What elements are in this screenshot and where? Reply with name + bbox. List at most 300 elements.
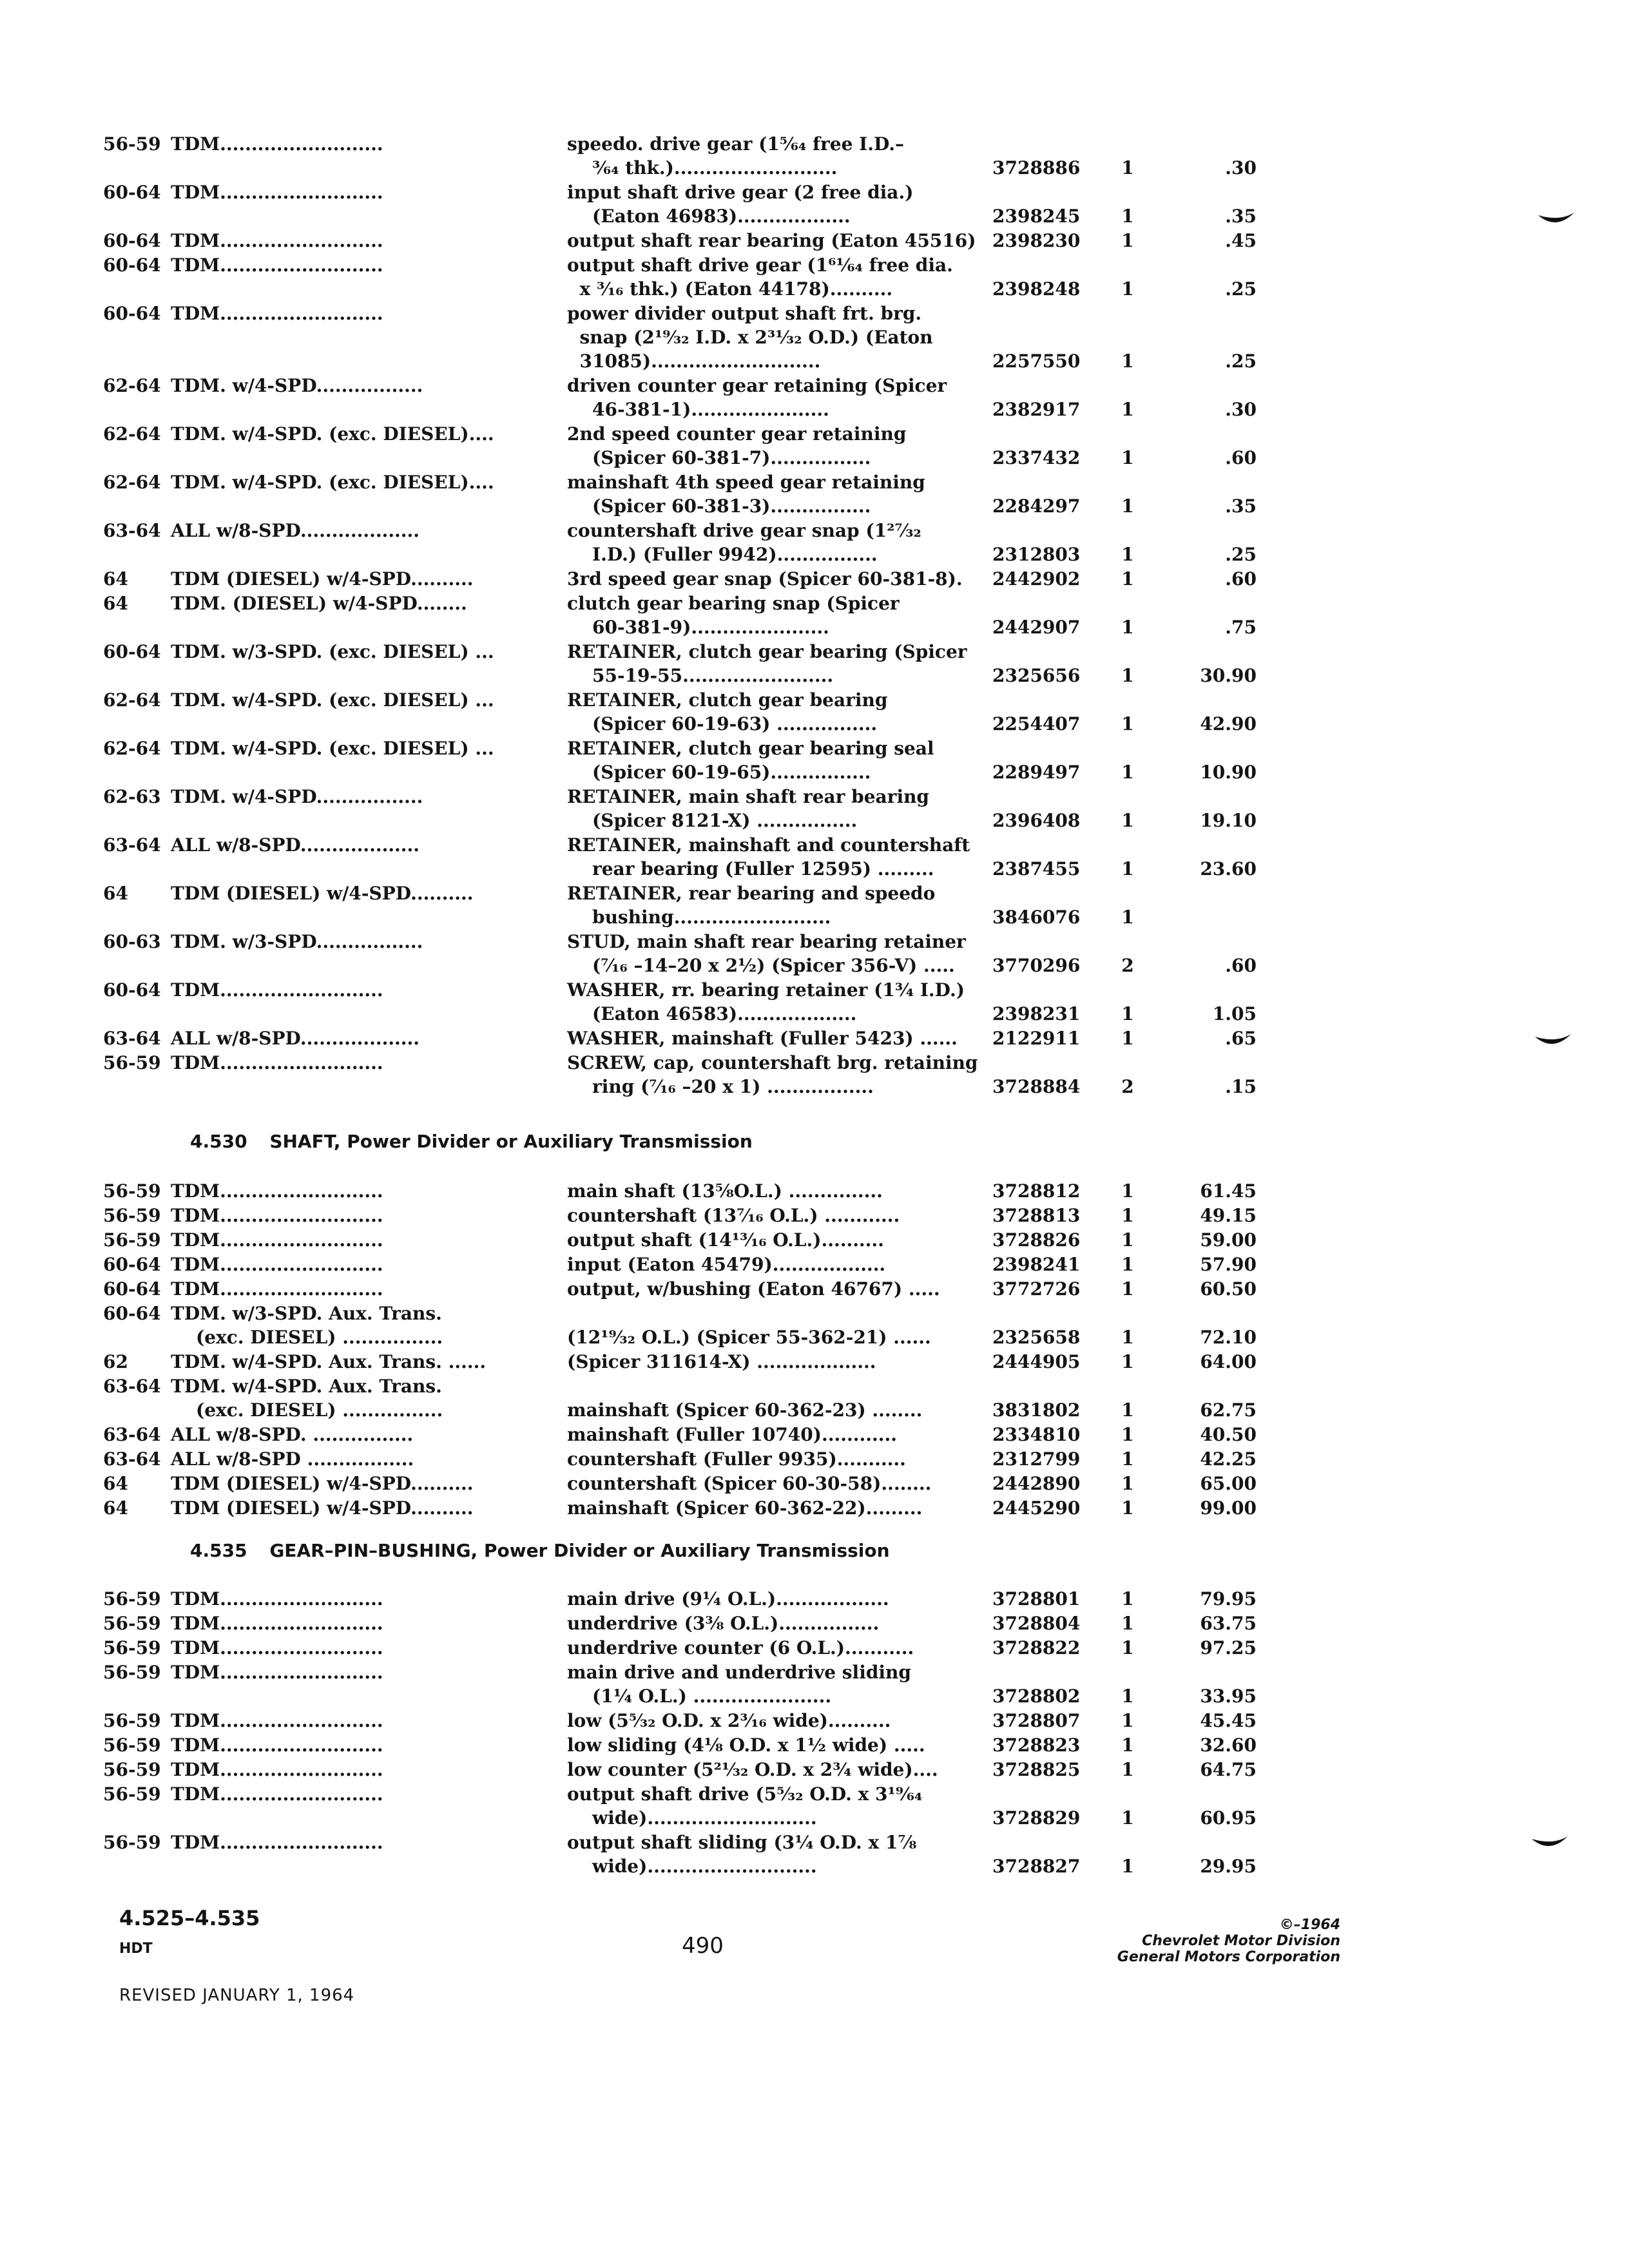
part-name-line: power divider output shaft frt. brg. (567, 303, 922, 324)
part-name-line: RETAINER, clutch gear bearing (567, 689, 888, 711)
part-number: 3728884 (992, 1076, 1081, 1097)
part-name-line: ring (⁷⁄₁₆ –20 x 1) ................. (567, 1076, 874, 1097)
description-line: TDM.......................... (171, 979, 383, 1001)
quantity: 2 (1121, 1076, 1134, 1097)
price: 64.00 (1200, 1351, 1257, 1372)
part-name-line: (Spicer 60-381-7)................ (567, 447, 871, 468)
model-years: 64 (103, 568, 128, 590)
model-years: 56-59 (103, 1205, 161, 1226)
part-name-line: output shaft (14¹³⁄₁₆ O.L.).......... (567, 1229, 884, 1251)
price: 10.90 (1200, 762, 1257, 783)
part-number: 2289497 (992, 762, 1081, 783)
model-years: 63-64 (103, 1424, 161, 1445)
quantity: 1 (1121, 762, 1134, 783)
part-number: 2334810 (992, 1424, 1081, 1445)
part-name-line: low sliding (4⅛ O.D. x 1½ wide) ..... (567, 1735, 925, 1756)
description-line: TDM (DIESEL) w/4-SPD.......... (171, 883, 474, 904)
description-line: TDM.......................... (171, 255, 383, 276)
model-years: 60-64 (103, 1303, 161, 1324)
part-number: 2396408 (992, 810, 1081, 831)
parts-row (103, 302, 1295, 373)
vehicle-description (171, 1179, 622, 1203)
parts-row (103, 1660, 1295, 1708)
part-number: 3728804 (992, 1613, 1081, 1634)
part-name-line: (Eaton 46583)................... (567, 1003, 857, 1024)
part-name-line: main drive (9¼ O.L.).................. (567, 1588, 889, 1610)
model-years: 63-64 (103, 520, 161, 541)
part-number: 3728822 (992, 1637, 1081, 1658)
part-name-line: countershaft drive gear snap (1²⁷⁄₃₂ (567, 520, 921, 541)
description-line: ALL w/8-SPD................... (171, 1028, 420, 1049)
parts-row (103, 1277, 1295, 1301)
part-name-line: 60-381-9)...................... (567, 617, 829, 638)
part-name-line: (⁷⁄₁₆ –14–20 x 2½) (Spicer 356-V) ..... (567, 955, 955, 976)
part-number: 2122911 (992, 1028, 1081, 1049)
price: 33.95 (1200, 1686, 1257, 1707)
price: .30 (1225, 399, 1257, 420)
part-name (567, 1782, 973, 1830)
corporation-name: General Motors Corporation (1117, 1949, 1340, 1965)
price: 72.10 (1200, 1327, 1257, 1348)
part-number: 2445290 (992, 1497, 1081, 1519)
price: 1.05 (1212, 1003, 1257, 1024)
vehicle-description (171, 978, 622, 1002)
part-name (567, 785, 973, 832)
part-name-line: (Eaton 46983).................. (567, 206, 851, 227)
parts-row (103, 1051, 1295, 1099)
part-name-line (567, 1374, 973, 1398)
part-name-line: output shaft sliding (3¼ O.D. x 1⅞ (567, 1832, 917, 1853)
binder-hole-mark (1534, 1034, 1572, 1047)
model-years: 62 (103, 1351, 128, 1372)
model-years: 60-64 (103, 255, 161, 276)
part-name-line: underdrive (3⅜ O.L.)................ (567, 1613, 880, 1634)
part-name (567, 1611, 973, 1635)
description-line: TDM. w/4-SPD. (exc. DIESEL) ... (171, 738, 494, 759)
parts-row (103, 1302, 1295, 1349)
vehicle-description (171, 1350, 622, 1374)
part-name (567, 253, 973, 301)
quantity: 1 (1121, 568, 1134, 590)
part-number: 3728802 (992, 1686, 1081, 1707)
parts-row (103, 1733, 1295, 1757)
quantity: 1 (1121, 544, 1134, 565)
part-name-line: input (Eaton 45479).................. (567, 1254, 886, 1275)
description-line: TDM.......................... (171, 1832, 383, 1853)
publisher-block (1095, 1917, 1340, 1965)
description-line: TDM.......................... (171, 303, 383, 324)
part-name (567, 1733, 973, 1757)
quantity: 1 (1121, 1637, 1134, 1658)
description-line: TDM. w/3-SPD. Aux. Trans. (171, 1303, 442, 1324)
model-years: 56-59 (103, 1759, 161, 1780)
description-line: TDM. w/3-SPD................. (171, 931, 423, 952)
part-name (567, 1026, 973, 1050)
model-years: 64 (103, 593, 128, 614)
part-number: 3728827 (992, 1856, 1081, 1877)
description-line: TDM.......................... (171, 1052, 383, 1073)
parts-row (103, 1472, 1295, 1495)
parts-row (103, 881, 1295, 929)
model-years: 60-64 (103, 182, 161, 203)
quantity: 1 (1121, 1229, 1134, 1251)
part-name (567, 180, 973, 228)
parts-row (103, 930, 1295, 977)
model-years: 60-64 (103, 230, 161, 251)
description-line: ALL w/8-SPD................... (171, 834, 420, 856)
revision-date: REVISED JANUARY 1, 1964 (119, 1986, 355, 2005)
quantity: 1 (1121, 399, 1134, 420)
part-name-line: snap (2¹⁹⁄₃₂ I.D. x 2³¹⁄₃₂ O.D.) (Eaton (567, 327, 933, 348)
section-heading-4-530 (190, 1131, 753, 1152)
model-years: 63-64 (103, 1028, 161, 1049)
part-name-line: mainshaft (Fuller 10740)............ (567, 1424, 897, 1445)
part-name (567, 374, 973, 421)
model-years: 60-64 (103, 1278, 161, 1300)
parts-row (103, 1758, 1295, 1782)
vehicle-description (171, 1831, 622, 1854)
part-number: 2398245 (992, 206, 1081, 227)
model-years: 64 (103, 1497, 128, 1519)
price: .25 (1225, 544, 1257, 565)
part-name-line (567, 1302, 973, 1325)
quantity: 1 (1121, 907, 1134, 928)
description-line: TDM.......................... (171, 1710, 383, 1731)
vehicle-description (171, 302, 622, 325)
vehicle-description (171, 1660, 622, 1684)
part-name (567, 978, 973, 1026)
part-number: 2325658 (992, 1327, 1081, 1348)
quantity: 1 (1121, 1351, 1134, 1372)
model-years: 62-64 (103, 472, 161, 493)
price: 79.95 (1200, 1588, 1257, 1610)
price: 60.95 (1200, 1807, 1257, 1829)
vehicle-description (171, 422, 622, 446)
model-years: 56-59 (103, 1735, 161, 1756)
vehicle-description (171, 1733, 622, 1757)
price: 29.95 (1200, 1856, 1257, 1877)
price: .60 (1225, 568, 1257, 590)
vehicle-description (171, 1447, 622, 1471)
price: .25 (1225, 351, 1257, 372)
quantity: 1 (1121, 1497, 1134, 1519)
catalog-code: HDT (119, 1941, 153, 1957)
vehicle-description (171, 1472, 622, 1495)
quantity: 1 (1121, 1327, 1134, 1348)
description-line: TDM (DIESEL) w/4-SPD.......... (171, 1473, 474, 1494)
part-name (567, 881, 973, 929)
part-name (567, 591, 973, 639)
vehicle-description (171, 132, 622, 156)
description-line: TDM.......................... (171, 230, 383, 251)
part-name-line: countershaft (Spicer 60-30-58)........ (567, 1473, 932, 1494)
part-number: 2254407 (992, 713, 1081, 735)
part-name (567, 1374, 973, 1422)
parts-row (103, 1204, 1295, 1227)
part-name-line: 3rd speed gear snap (Spicer 60-381-8). (567, 568, 963, 590)
part-name (567, 1051, 978, 1099)
part-name-line: WASHER, mainshaft (Fuller 5423) ...... (567, 1028, 958, 1049)
quantity: 1 (1121, 230, 1134, 251)
binder-hole-mark (1537, 213, 1576, 226)
part-name-line: input shaft drive gear (2 free dia.) (567, 182, 914, 203)
section-heading-4-535 (190, 1540, 890, 1561)
price: 63.75 (1200, 1613, 1257, 1634)
part-name-line: wide)........................... (567, 1807, 817, 1829)
quantity: 1 (1121, 1856, 1134, 1877)
part-number: 2442907 (992, 617, 1081, 638)
description-line: TDM.......................... (171, 182, 383, 203)
price: 60.50 (1200, 1278, 1257, 1300)
vehicle-description (171, 833, 622, 857)
part-name-line: (12¹⁹⁄₃₂ O.L.) (Spicer 55-362-21) ...... (567, 1327, 931, 1348)
vehicle-description (171, 1228, 622, 1252)
parts-row (103, 640, 1295, 687)
part-name-line: main shaft (13⅝O.L.) ............... (567, 1180, 883, 1202)
vehicle-description (171, 930, 622, 954)
quantity: 1 (1121, 810, 1134, 831)
model-years: 56-59 (103, 1052, 161, 1073)
description-line: TDM (DIESEL) w/4-SPD.......... (171, 568, 474, 590)
description-line: TDM. w/4-SPD. (exc. DIESEL).... (171, 423, 494, 445)
vehicle-description (171, 1374, 622, 1422)
quantity: 1 (1121, 713, 1134, 735)
quantity: 1 (1121, 1180, 1134, 1202)
description-line: TDM. w/4-SPD................. (171, 786, 423, 807)
parts-row (103, 519, 1295, 566)
part-name-line: RETAINER, clutch gear bearing (Spicer (567, 641, 967, 662)
parts-row (103, 1611, 1295, 1635)
part-name (567, 519, 973, 566)
part-name-line: 31085)........................... (567, 351, 821, 372)
part-name-line: wide)........................... (567, 1856, 817, 1877)
price: .25 (1225, 278, 1257, 300)
vehicle-description (171, 591, 622, 615)
price: 57.90 (1200, 1254, 1257, 1275)
part-number: 2444905 (992, 1351, 1081, 1372)
parts-row (103, 1423, 1295, 1446)
part-number: 2442902 (992, 568, 1081, 590)
vehicle-description (171, 785, 622, 809)
part-name (567, 1831, 973, 1878)
section-title: SHAFT, Power Divider or Auxiliary Transmission (269, 1131, 753, 1152)
parts-row (103, 567, 1295, 591)
description-line: ALL w/8-SPD................... (171, 520, 420, 541)
price: 65.00 (1200, 1473, 1257, 1494)
part-name (567, 1179, 973, 1203)
vehicle-description (171, 229, 622, 253)
description-line: TDM. w/4-SPD. Aux. Trans. ...... (171, 1351, 487, 1372)
vehicle-description (171, 1423, 622, 1446)
part-number: 2312799 (992, 1448, 1081, 1470)
price: 64.75 (1200, 1759, 1257, 1780)
quantity: 1 (1121, 1003, 1134, 1024)
quantity: 1 (1121, 157, 1134, 178)
part-name (567, 1587, 973, 1611)
part-name (567, 1277, 973, 1301)
part-name (567, 567, 973, 591)
quantity: 1 (1121, 1399, 1134, 1421)
vehicle-description (171, 1277, 622, 1301)
parts-row (103, 374, 1295, 421)
vehicle-description (171, 374, 622, 398)
part-name (567, 1350, 973, 1374)
parts-row (103, 1350, 1295, 1374)
description-line: TDM. w/4-SPD................. (171, 375, 423, 396)
part-number: 3728801 (992, 1588, 1081, 1610)
price: 42.90 (1200, 713, 1257, 735)
part-name-line: (Spicer 60-19-63) ................ (567, 713, 878, 735)
page-number: 490 (682, 1933, 724, 1959)
parts-row (103, 736, 1295, 784)
part-name-line: output shaft drive (5⁵⁄₃₂ O.D. x 3¹⁹⁄₆₄ (567, 1783, 923, 1805)
part-name (567, 930, 973, 977)
part-number: 3846076 (992, 907, 1081, 928)
model-years: 56-59 (103, 1637, 161, 1658)
part-name-line: countershaft (Fuller 9935)........... (567, 1448, 906, 1470)
part-number: 2382917 (992, 399, 1081, 420)
vehicle-description (171, 1204, 622, 1227)
model-years: 60-64 (103, 979, 161, 1001)
part-name-line: RETAINER, clutch gear bearing seal (567, 738, 934, 759)
section-title: GEAR–PIN–BUSHING, Power Divider or Auxiliary Transmission (269, 1540, 890, 1561)
vehicle-description (171, 253, 622, 277)
quantity: 1 (1121, 1448, 1134, 1470)
price: 62.75 (1200, 1399, 1257, 1421)
price: 99.00 (1200, 1497, 1257, 1519)
part-number: 3728812 (992, 1180, 1081, 1202)
part-name-line: 46-381-1)...................... (567, 399, 829, 420)
part-name-line: I.D.) (Fuller 9942)................ (567, 544, 878, 565)
part-name (567, 833, 973, 881)
vehicle-description (171, 519, 622, 543)
quantity: 1 (1121, 495, 1134, 517)
vehicle-description (171, 1709, 622, 1733)
price: .45 (1225, 230, 1257, 251)
model-years: 62-63 (103, 786, 161, 807)
vehicle-description (171, 1051, 622, 1075)
part-name-line: main drive and underdrive sliding (567, 1662, 911, 1683)
part-name (567, 132, 973, 180)
description-line: TDM. w/4-SPD. Aux. Trans. (171, 1376, 442, 1397)
model-years: 63-64 (103, 834, 161, 856)
description-line: TDM.......................... (171, 1229, 383, 1251)
description-line: TDM. (DIESEL) w/4-SPD........ (171, 593, 467, 614)
price: .35 (1225, 495, 1257, 517)
vehicle-description (171, 736, 622, 760)
quantity: 1 (1121, 1205, 1134, 1226)
model-years: 64 (103, 1473, 128, 1494)
parts-row (103, 1496, 1295, 1520)
price: .65 (1225, 1028, 1257, 1049)
description-line: TDM. w/4-SPD. (exc. DIESEL).... (171, 472, 494, 493)
page-range: 4.525–4.535 (119, 1906, 260, 1930)
parts-row (103, 180, 1295, 228)
part-name (567, 1472, 973, 1495)
parts-row (103, 978, 1295, 1026)
part-name-line: low counter (5²¹⁄₃₂ O.D. x 2¾ wide).... (567, 1759, 938, 1780)
part-name-line: mainshaft (Spicer 60-362-23) ........ (567, 1399, 923, 1421)
parts-row (103, 132, 1295, 180)
description-line: TDM.......................... (171, 1735, 383, 1756)
model-years: 60-64 (103, 641, 161, 662)
model-years: 56-59 (103, 1783, 161, 1805)
part-name-line: output shaft drive gear (1⁶¹⁄₆₄ free dia. (567, 255, 953, 276)
part-name (567, 1496, 973, 1520)
parts-row (103, 591, 1295, 639)
price: .30 (1225, 157, 1257, 178)
part-number: 3772726 (992, 1278, 1081, 1300)
part-name-line: RETAINER, mainshaft and countershaft (567, 834, 970, 856)
model-years: 60-63 (103, 931, 161, 952)
parts-row (103, 229, 1295, 253)
part-name (567, 1758, 973, 1782)
vehicle-description (171, 1587, 622, 1611)
model-years: 56-59 (103, 1180, 161, 1202)
vehicle-description (171, 688, 622, 712)
part-name (567, 688, 973, 736)
price: .75 (1225, 617, 1257, 638)
parts-row (103, 1179, 1295, 1203)
model-years: 62-64 (103, 689, 161, 711)
part-name-line: ³⁄₆₄ thk.).......................... (567, 157, 838, 178)
part-number: 3770296 (992, 955, 1081, 976)
part-name (567, 422, 973, 470)
vehicle-description (171, 1026, 622, 1050)
quantity: 1 (1121, 1588, 1134, 1610)
part-name-line: WASHER, rr. bearing retainer (1¾ I.D.) (567, 979, 965, 1001)
part-number: 3728807 (992, 1710, 1081, 1731)
description-line: TDM.......................... (171, 1588, 383, 1610)
quantity: 1 (1121, 617, 1134, 638)
price: 42.25 (1200, 1448, 1257, 1470)
binder-hole-mark (1530, 1836, 1569, 1849)
vehicle-description (171, 1496, 622, 1520)
part-name (567, 1660, 973, 1708)
vehicle-description (171, 640, 622, 664)
part-name-line: driven counter gear retaining (Spicer (567, 375, 947, 396)
part-name-line: 55-19-55........................ (567, 665, 834, 686)
part-name (567, 1423, 973, 1446)
vehicle-description (171, 881, 622, 905)
model-years: 62-64 (103, 423, 161, 445)
part-name (567, 302, 973, 373)
quantity: 1 (1121, 278, 1134, 300)
model-years: 60-64 (103, 1254, 161, 1275)
part-name-line: mainshaft 4th speed gear retaining (567, 472, 925, 493)
price: 59.00 (1200, 1229, 1257, 1251)
vehicle-description (171, 1782, 622, 1806)
vehicle-description (171, 470, 622, 494)
part-number: 3728886 (992, 157, 1081, 178)
part-number: 2325656 (992, 665, 1081, 686)
model-years: 63-64 (103, 1448, 161, 1470)
part-name-line: countershaft (13⁷⁄₁₆ O.L.) ............ (567, 1205, 900, 1226)
part-number: 3728823 (992, 1735, 1081, 1756)
quantity: 1 (1121, 351, 1134, 372)
part-name (567, 1709, 973, 1733)
part-name-line: (1¼ O.L.) ...................... (567, 1686, 832, 1707)
part-number: 3728825 (992, 1759, 1081, 1780)
price: .35 (1225, 206, 1257, 227)
division-name: Chevrolet Motor Division (1142, 1933, 1340, 1949)
part-name-line: rear bearing (Fuller 12595) ......... (567, 858, 934, 879)
quantity: 1 (1121, 665, 1134, 686)
part-name-line: bushing......................... (567, 907, 831, 928)
model-years: 56-59 (103, 1832, 161, 1853)
quantity: 1 (1121, 1735, 1134, 1756)
description-line: TDM.......................... (171, 1759, 383, 1780)
